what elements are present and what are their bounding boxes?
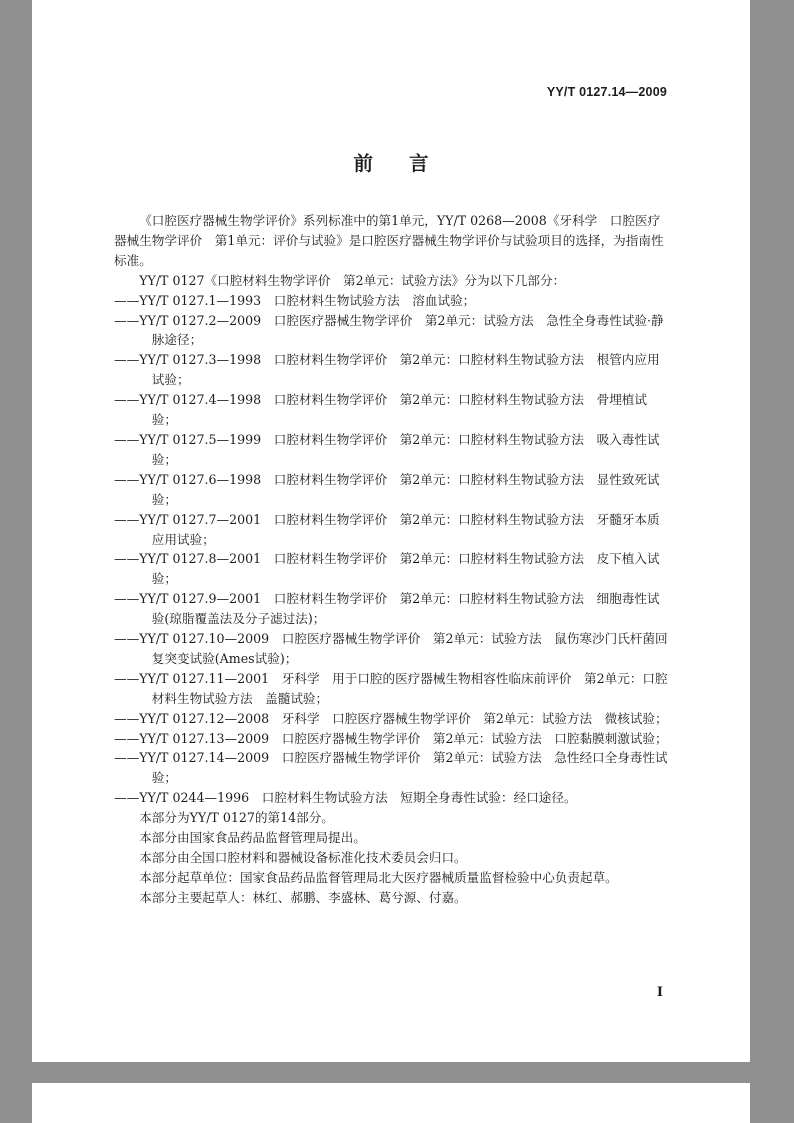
page-number: I (656, 985, 663, 1000)
list-item: ——YY/T 0127.12—2008 牙科学 口腔医疗器械生物学评价 第2单元：试验方法 微核试验； (114, 710, 668, 726)
closing-paragraph: 本部分由全国口腔材料和器械设备标准化技术委员会归口。 (139, 850, 467, 865)
list-item: ——YY/T 0127.13—2009 口腔医疗器械生物学评价 第2单元：试验方法 口腔黏膜刺激试验； (114, 730, 668, 746)
next-page-edge (32, 1083, 750, 1123)
list-item: ——YY/T 0127.7—2001 口腔材料生物学评价 第2单元：口腔材料生物试验方法 牙髓牙本质应用试验； (114, 511, 660, 547)
list-item: ——YY/T 0127.9—2001 口腔材料生物学评价 第2单元：口腔材料生物试验方法 细胞毒性试验(琼脂覆盖法及分子滤过法)； (114, 591, 660, 627)
list-item: ——YY/T 0127.3—1998 口腔材料生物学评价 第2单元：口腔材料生物试验方法 根管内应用试验； (114, 352, 660, 388)
closing-paragraph: 本部分主要起草人：林红、郝鹏、李盛林、葛兮源、付嘉。 (139, 889, 467, 905)
list-item: ——YY/T 0127.5—1999 口腔材料生物学评价 第2单元：口腔材料生物试验方法 吸入毒性试验； (114, 431, 660, 467)
closing-paragraph: 本部分由国家食品药品监督管理局提出。 (139, 830, 366, 846)
closing-paragraph: 本部分为YY/T 0127的第14部分。 (139, 810, 334, 826)
document-body (114, 211, 670, 908)
parts-intro-paragraph: YY/T 0127《口腔材料生物学评价 第2单元：试验方法》分为以下几部分： (139, 272, 566, 288)
list-item: ——YY/T 0127.8—2001 口腔材料生物学评价 第2单元：口腔材料生物试验方法 皮下植入试验； (114, 551, 660, 587)
list-item: ——YY/T 0127.14—2009 口腔医疗器械生物学评价 第2单元：试验方法 急性经口全身毒性试验； (114, 750, 668, 786)
standard-code: YY/T 0127.14—2009 (546, 85, 667, 99)
list-item: ——YY/T 0127.2—2009 口腔医疗器械生物学评价 第2单元：试验方法 急性全身毒性试验·静脉途径； (114, 312, 664, 348)
list-item: ——YY/T 0127.11—2001 牙科学 用于口腔的医疗器械生物相容性临床前评价 第2单元：口腔材料生物试验方法 盖髓试验； (114, 670, 668, 706)
list-item: ——YY/T 0127.10—2009 口腔医疗器械生物学评价 第2单元：试验方法 鼠伤寒沙门氏杆菌回复突变试验(Ames试验)； (114, 631, 668, 666)
page-title (32, 148, 750, 176)
closing-paragraph: 本部分起草单位：国家食品药品监督管理局北大医疗器械质量监督检验中心负责起草。 (139, 869, 618, 885)
title-char-left: 前 (353, 152, 373, 175)
title-char-right: 言 (409, 152, 429, 175)
list-item: ——YY/T 0127.1—1993 口腔材料生物试验方法 溶血试验； (114, 292, 476, 308)
list-item: ——YY/T 0244—1996 口腔材料生物试验方法 短期全身毒性试验：经口途径。 (114, 790, 577, 806)
document-page (32, 0, 750, 1062)
list-item: ——YY/T 0127.4—1998 口腔材料生物学评价 第2单元：口腔材料生物试验方法 骨埋植试验； (114, 392, 647, 428)
intro-paragraph: 《口腔医疗器械生物学评价》系列标准中的第1单元，YY/T 0268—2008《牙科学 口腔医疗器械生物学评价 第1单元：评价与试验》是口腔医疗器械生物学评价与试验项目的选择，为指南性标准。 (114, 213, 664, 268)
list-item: ——YY/T 0127.6—1998 口腔材料生物学评价 第2单元：口腔材料生物试验方法 显性致死试验； (114, 471, 660, 507)
